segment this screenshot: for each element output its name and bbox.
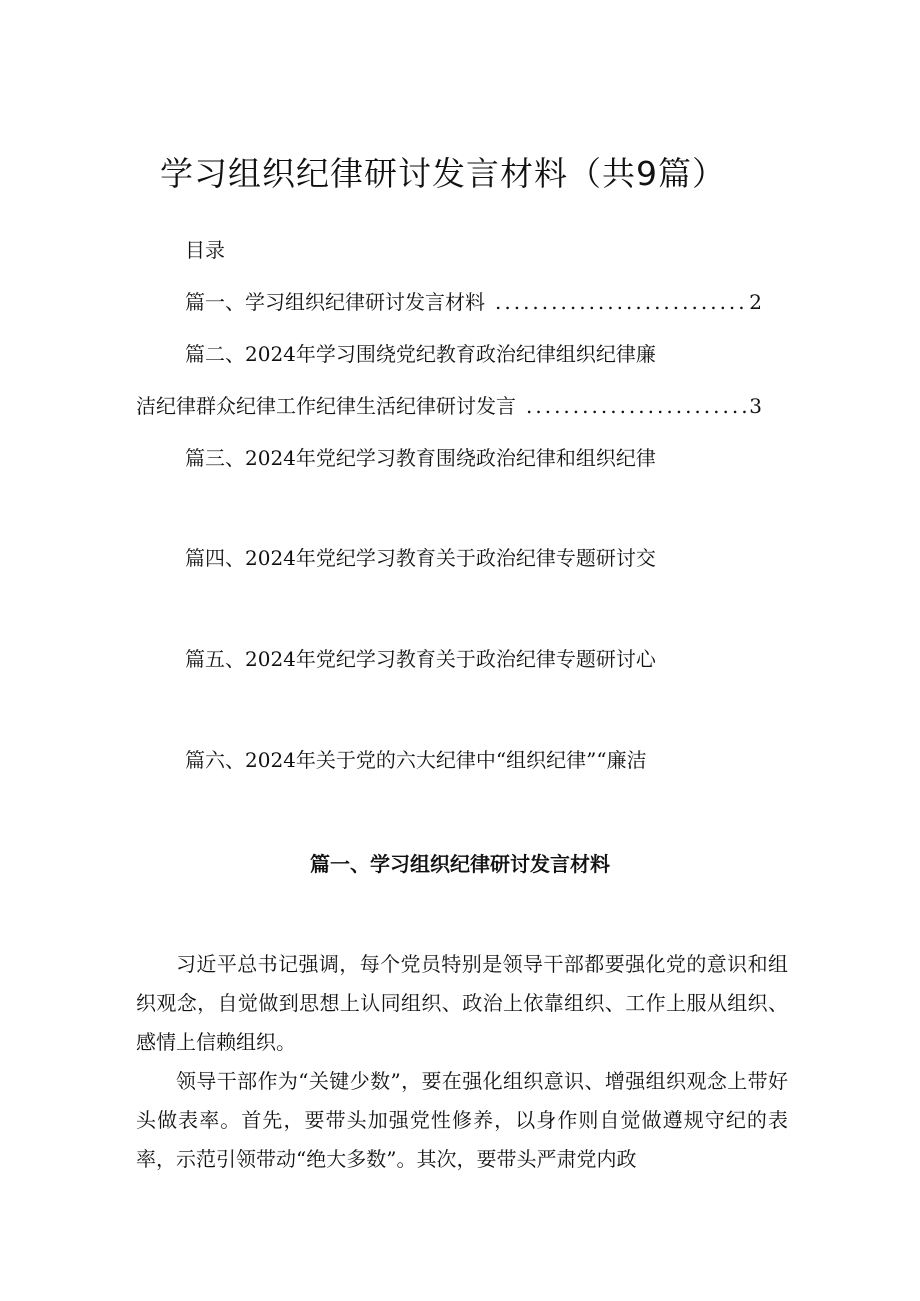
toc-entry-1[interactable] bbox=[185, 286, 762, 315]
section-heading: 篇一、学习组织纪律研讨发言材料 bbox=[310, 852, 610, 876]
toc-entry-2-line-1[interactable]: 篇二、2024年学习围绕党纪教育政治纪律组织纪律廉 bbox=[185, 342, 656, 366]
toc-entry-2[interactable] bbox=[136, 390, 762, 419]
body-paragraph-1: 习近平总书记强调，每个党员特别是领导干部都要强化党的意识和组织观念，自觉做到思想上认同组织、政治上依靠组织、工作上服从组织、感情上信赖组织。 bbox=[136, 952, 788, 1054]
body-paragraph-2: 领导干部作为“关键少数”，要在强化组织意识、增强组织观念上带好头做表率。首先，要带头加强党性修养，以身作则自觉做遵规守纪的表率，示范引领带动“绝大多数”。其次，要带头严肃党内政 bbox=[136, 1069, 788, 1171]
body-text bbox=[136, 945, 788, 1179]
toc-entry-text: 洁纪律群众纪律工作纪律生活纪律研讨发言 bbox=[136, 394, 516, 418]
toc-entry-4[interactable]: 篇四、2024年党纪学习教育关于政治纪律专题研讨交 bbox=[185, 546, 656, 570]
toc-dot-leader bbox=[485, 290, 749, 314]
toc-dot-leader bbox=[516, 394, 749, 418]
toc-entry-3[interactable]: 篇三、2024年党纪学习教育围绕政治纪律和组织纪律 bbox=[185, 446, 656, 470]
toc-entry-text: 篇一、学习组织纪律研讨发言材料 bbox=[185, 290, 485, 314]
toc-page-number: 2 bbox=[749, 290, 762, 314]
toc-page-number: 3 bbox=[749, 394, 762, 418]
toc-entry-5[interactable]: 篇五、2024年党纪学习教育关于政治纪律专题研讨心 bbox=[185, 647, 656, 671]
toc-heading: 目录 bbox=[185, 238, 225, 262]
document-title: 学习组织纪律研讨发言材料（共9篇） bbox=[160, 154, 726, 193]
toc-entry-6[interactable]: 篇六、2024年关于党的六大纪律中“组织纪律”“廉洁 bbox=[185, 748, 647, 772]
